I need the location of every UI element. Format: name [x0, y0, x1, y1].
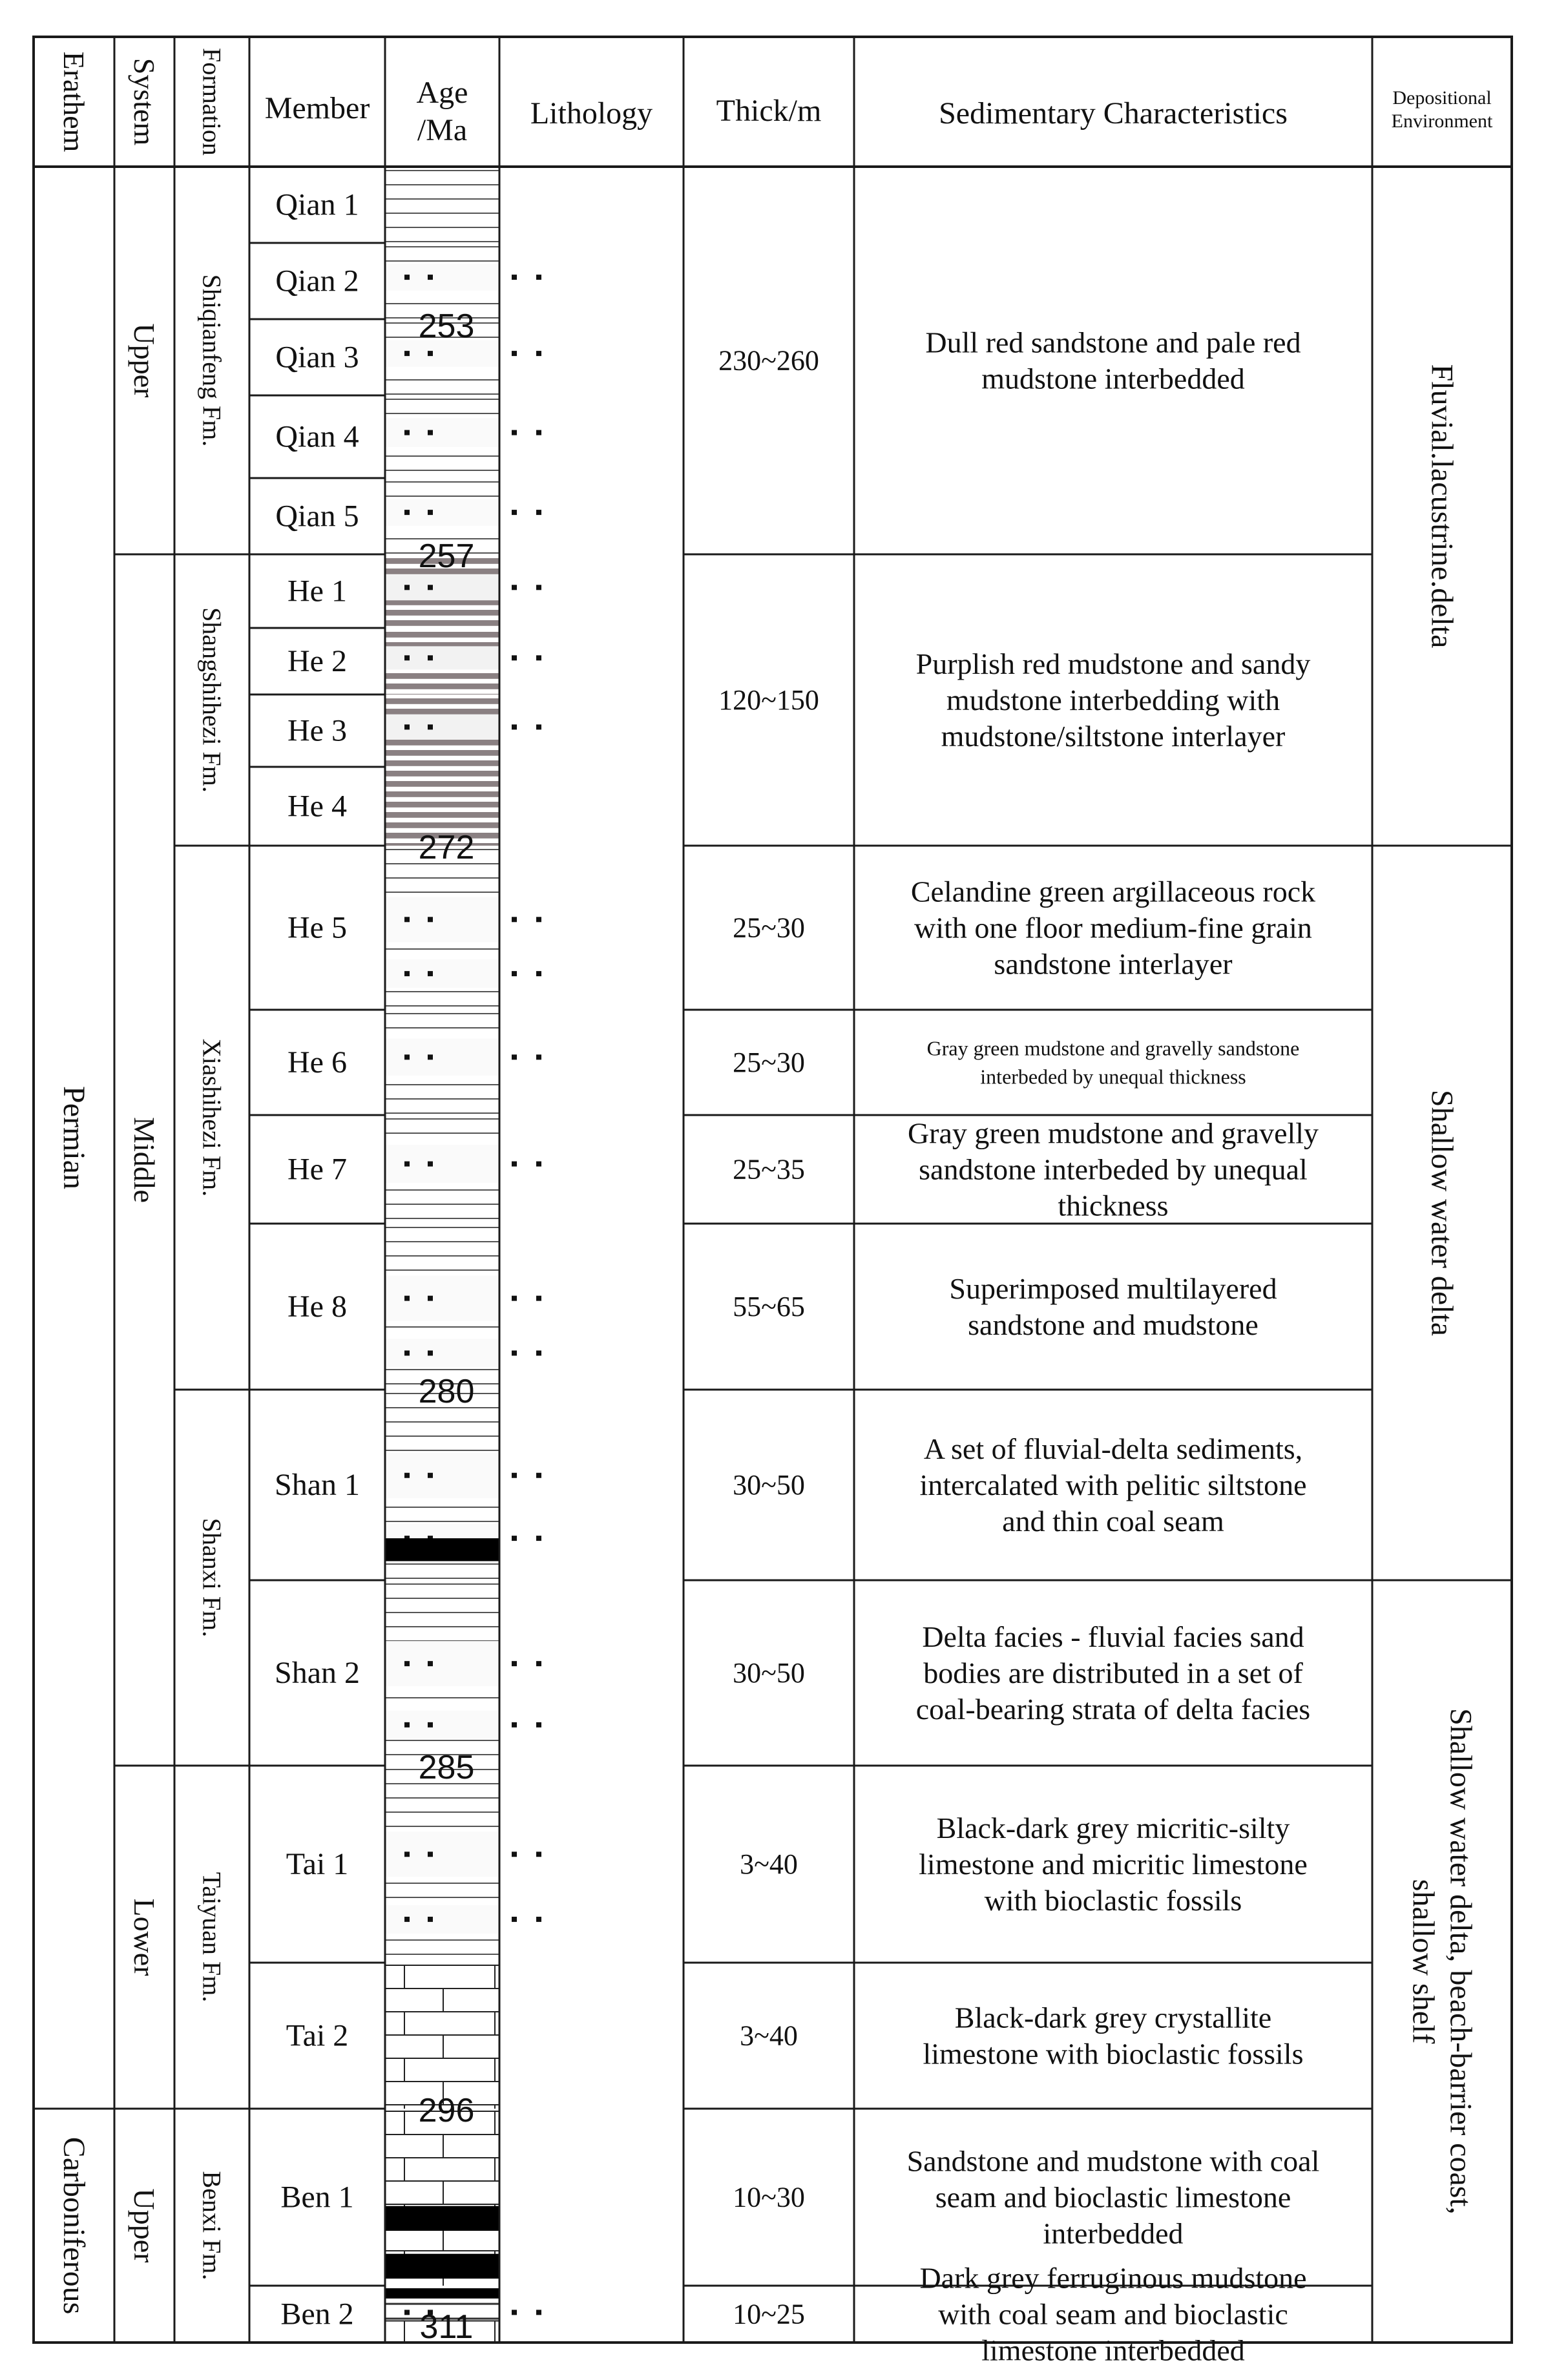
sand-grain-dot [536, 1852, 541, 1857]
characteristics-text: Gray green mudstone and gravelly [907, 1116, 1319, 1150]
sand-grain-dot [404, 1350, 410, 1355]
sand-grain-dot [404, 1917, 410, 1922]
sand-grain-dot [428, 1162, 433, 1167]
member-label: He 4 [287, 789, 347, 824]
characteristics-text: mudstone interbedded [981, 362, 1245, 395]
thickness-label: 55~65 [733, 1291, 805, 1322]
coal-seam [385, 2254, 499, 2279]
environment-label: Fluvial.lacustrine.delta [1425, 364, 1459, 649]
age-label: 285 [418, 1749, 475, 1786]
member-label: Ben 1 [280, 2180, 354, 2215]
system-label: Upper [128, 2188, 161, 2263]
formation-label: Taiyuan Fm. [197, 1872, 227, 2003]
characteristics-text: limestone with bioclastic fossils [923, 2037, 1304, 2071]
age-label: 257 [418, 538, 475, 575]
sand-grain-dot [428, 917, 433, 922]
age-label: 311 [419, 2308, 474, 2346]
sand-grain-dot [512, 724, 517, 729]
formation-label: Shangshihezi Fm. [197, 607, 227, 793]
characteristics-text: mudstone/siltstone interlayer [941, 720, 1286, 753]
thickness-label: 10~25 [733, 2298, 805, 2330]
sandstone-bed [385, 1039, 499, 1076]
sand-grain-dot [512, 1536, 517, 1541]
red-mudstone-lamina [385, 600, 499, 605]
system-label: Middle [128, 1117, 161, 1203]
member-label: Qian 1 [275, 187, 359, 222]
sandstone-bed [385, 715, 499, 740]
formation-label: Shiqianfeng Fm. [197, 274, 227, 447]
sand-grain-dot [536, 971, 541, 976]
sand-grain-dot [428, 1852, 433, 1857]
header-characteristics: Sedimentary Characteristics [939, 96, 1288, 130]
sand-grain-dot [512, 351, 517, 356]
characteristics-text: and thin coal seam [1002, 1505, 1224, 1538]
sandstone-bed [385, 1339, 499, 1367]
sand-grain-dot [404, 1162, 410, 1167]
coal-seam [385, 2206, 499, 2231]
sand-grain-dot [512, 510, 517, 515]
system-label: Lower [128, 1898, 161, 1976]
sand-grain-dot [512, 585, 517, 590]
sand-grain-dot [536, 1722, 541, 1728]
thickness-label: 30~50 [733, 1469, 805, 1501]
sand-grain-dot [512, 1722, 517, 1728]
sand-grain-dot [536, 1054, 541, 1060]
thickness-label: 10~30 [733, 2181, 805, 2213]
sand-grain-dot [404, 724, 410, 729]
member-label: Shan 1 [275, 1468, 360, 1502]
characteristics-text: Dull red sandstone and pale red [925, 326, 1301, 359]
header-age: Age [416, 76, 468, 110]
red-mudstone-lamina [385, 709, 499, 715]
member-label: He 2 [287, 644, 347, 678]
sand-grain-dot [404, 1054, 410, 1060]
sandstone-bed [385, 1832, 499, 1877]
red-mudstone-lamina [385, 632, 499, 638]
sand-grain-dot [512, 1917, 517, 1922]
sand-grain-dot [428, 724, 433, 729]
sandstone-bed [385, 574, 499, 600]
red-mudstone-lamina [385, 620, 499, 626]
sand-grain-dot [404, 1296, 410, 1301]
member-label: Ben 2 [280, 2297, 354, 2332]
characteristics-text: thickness [1058, 1189, 1169, 1222]
sand-grain-dot [536, 655, 541, 660]
sand-grain-dot [428, 275, 433, 280]
sand-grain-dot [536, 917, 541, 922]
thickness-label: 25~30 [733, 912, 805, 944]
coal-seam [385, 1538, 499, 1561]
sand-grain-dot [512, 1661, 517, 1666]
formation-label: Shanxi Fm. [197, 1518, 227, 1638]
sand-grain-dot [404, 1852, 410, 1857]
member-label: He 6 [287, 1045, 347, 1080]
age-label: 272 [418, 829, 475, 866]
header-thick: Thick/m [716, 94, 822, 128]
environment-label: shallow shelf [1406, 1879, 1441, 2044]
sand-grain-dot [536, 510, 541, 515]
formation-label: Benxi Fm. [197, 2171, 227, 2281]
member-label: He 1 [287, 574, 347, 609]
header-formation: Formation [197, 48, 227, 156]
sand-grain-dot [536, 2310, 541, 2315]
header-environment: Environment [1391, 110, 1493, 132]
red-mudstone-lamina [385, 802, 499, 808]
characteristics-text: with one floor medium-fine grain [914, 911, 1312, 945]
sandstone-bed [385, 1905, 499, 1934]
sand-grain-dot [404, 917, 410, 922]
header-erathem: Erathem [57, 51, 90, 152]
sand-grain-dot [512, 275, 517, 280]
environment-label: Shallow water delta, beach-barrier coast, [1443, 1708, 1478, 2215]
red-mudstone-lamina [385, 684, 499, 689]
erathem-label: Permian [57, 1086, 91, 1189]
sand-grain-dot [404, 971, 410, 976]
sand-grain-dot [404, 430, 410, 435]
characteristics-text: Delta facies - fluvial facies sand [922, 1620, 1304, 1653]
characteristics-text: Sandstone and mudstone with coal [906, 2144, 1320, 2178]
sand-grain-dot [512, 1162, 517, 1167]
red-mudstone-lamina [385, 740, 499, 746]
characteristics-text: interbedded [1043, 2217, 1184, 2250]
sandstone-bed [385, 1145, 499, 1183]
characteristics-text: Purplish red mudstone and sandy [915, 647, 1311, 680]
sand-grain-dot [428, 971, 433, 976]
sand-grain-dot [512, 917, 517, 922]
characteristics-text: Dark grey ferruginous mudstone [919, 2261, 1307, 2295]
age-label: 280 [418, 1373, 475, 1410]
sand-grain-dot [428, 1296, 433, 1301]
litho-member-qian-1 [385, 167, 499, 243]
thickness-label: 230~260 [718, 344, 819, 377]
characteristics-text: sandstone and mudstone [968, 1308, 1259, 1341]
member-label: He 5 [287, 910, 347, 945]
thickness-label: 25~30 [733, 1047, 805, 1078]
sand-grain-dot [536, 1661, 541, 1666]
erathem-label: Carboniferous [57, 2136, 91, 2315]
sand-grain-dot [404, 2310, 410, 2315]
sand-grain-dot [512, 1296, 517, 1301]
characteristics-text: Celandine green argillaceous rock [910, 875, 1316, 908]
sand-grain-dot [404, 585, 410, 590]
age-label: 296 [418, 2092, 475, 2129]
sand-grain-dot [512, 1350, 517, 1355]
header-age-unit: /Ma [417, 113, 468, 147]
sandstone-bed [385, 1276, 499, 1321]
sand-grain-dot [428, 1054, 433, 1060]
member-label: He 3 [287, 713, 347, 748]
sand-grain-dot [536, 1473, 541, 1478]
sandstone-bed [385, 264, 499, 290]
header-system: System [128, 57, 161, 146]
member-label: Qian 5 [275, 499, 359, 534]
age-label: 253 [418, 308, 475, 345]
red-mudstone-lamina [385, 822, 499, 828]
characteristics-text: with bioclastic fossils [984, 1884, 1242, 1917]
sand-grain-dot [428, 1917, 433, 1922]
red-mudstone-lamina [385, 771, 499, 777]
sandstone-bed [385, 1453, 499, 1498]
sandstone-bed [385, 897, 499, 942]
characteristics-text: intercalated with pelitic siltstone [919, 1468, 1307, 1501]
member-label: Qian 4 [275, 419, 359, 454]
member-label: Shan 2 [275, 1656, 360, 1690]
sand-grain-dot [512, 1054, 517, 1060]
red-mudstone-lamina [385, 812, 499, 818]
characteristics-text: bodies are distributed in a set of [923, 1656, 1303, 1689]
red-mudstone-lamina [385, 781, 499, 787]
red-mudstone-lamina [385, 698, 499, 704]
thickness-label: 25~35 [733, 1153, 805, 1185]
member-label: Tai 1 [286, 1847, 349, 1881]
sand-grain-dot [428, 1722, 433, 1728]
sand-grain-dot [536, 724, 541, 729]
sandstone-bed [385, 1711, 499, 1739]
sand-grain-dot [428, 655, 433, 660]
sandstone-bed [385, 499, 499, 525]
sand-grain-dot [536, 1162, 541, 1167]
sand-grain-dot [428, 510, 433, 515]
sand-grain-dot [512, 1473, 517, 1478]
red-mudstone-lamina [385, 610, 499, 616]
member-label: He 8 [287, 1289, 347, 1324]
thickness-label: 30~50 [733, 1657, 805, 1689]
sand-grain-dot [404, 275, 410, 280]
characteristics-text: seam and bioclastic limestone [935, 2180, 1291, 2214]
environment-label: Shallow water delta [1425, 1089, 1459, 1337]
sand-grain-dot [428, 1350, 433, 1355]
red-mudstone-lamina [385, 760, 499, 766]
characteristics-text: sandstone interbeded by unequal [919, 1153, 1308, 1186]
characteristics-text: interbeded by unequal thickness [980, 1065, 1246, 1089]
sand-grain-dot [512, 971, 517, 976]
member-label: Qian 3 [275, 340, 359, 375]
sand-grain-dot [428, 1661, 433, 1666]
member-label: Qian 2 [275, 264, 359, 298]
system-label: Upper [128, 323, 161, 398]
sand-grain-dot [404, 1473, 410, 1478]
formation-label: Xiashihezi Fm. [197, 1038, 227, 1197]
sand-grain-dot [512, 1852, 517, 1857]
characteristics-text: Black-dark grey crystallite [954, 2001, 1272, 2034]
thickness-label: 3~40 [740, 2020, 798, 2052]
sand-grain-dot [536, 430, 541, 435]
sand-grain-dot [536, 1296, 541, 1301]
sand-grain-dot [536, 351, 541, 356]
sandstone-bed [385, 418, 499, 447]
sand-grain-dot [536, 1536, 541, 1541]
characteristics-text: Black-dark grey micritic-silty [936, 1811, 1290, 1844]
thickness-label: 3~40 [740, 1848, 798, 1880]
sand-grain-dot [404, 1661, 410, 1666]
sand-grain-dot [512, 2310, 517, 2315]
sand-grain-dot [536, 275, 541, 280]
coal-seam [385, 2288, 499, 2299]
header-lithology: Lithology [530, 96, 653, 130]
sand-grain-dot [428, 351, 433, 356]
characteristics-text: Gray green mudstone and gravelly sandstone [926, 1036, 1300, 1060]
thickness-label: 120~150 [718, 684, 819, 716]
sandstone-bed [385, 646, 499, 669]
characteristics-text: Superimposed multilayered [949, 1272, 1277, 1305]
sand-grain-dot [404, 351, 410, 356]
sand-grain-dot [428, 585, 433, 590]
sand-grain-dot [536, 585, 541, 590]
red-mudstone-lamina [385, 750, 499, 756]
sand-grain-dot [428, 430, 433, 435]
sand-grain-dot [512, 430, 517, 435]
sand-grain-dot [512, 655, 517, 660]
header-member: Member [264, 91, 370, 125]
characteristics-text: limestone and micritic limestone [919, 1848, 1308, 1881]
sand-grain-dot [404, 1722, 410, 1728]
characteristics-text: sandstone interlayer [994, 947, 1233, 981]
sand-grain-dot [536, 1350, 541, 1355]
characteristics-text: limestone interbedded [981, 2333, 1245, 2367]
characteristics-text: with coal seam and bioclastic [938, 2297, 1288, 2331]
sand-grain-dot [404, 655, 410, 660]
characteristics-text: coal-bearing strata of delta facies [915, 1693, 1311, 1726]
header-environment: Depositional [1392, 87, 1492, 109]
characteristics-text: A set of fluvial-delta sediments, [923, 1432, 1303, 1465]
red-mudstone-lamina [385, 791, 499, 797]
sandstone-bed [385, 959, 499, 988]
sandstone-bed [385, 1641, 499, 1686]
sand-grain-dot [536, 1917, 541, 1922]
red-mudstone-lamina [385, 673, 499, 679]
sand-grain-dot [428, 1473, 433, 1478]
characteristics-text: mudstone interbedding with [946, 684, 1280, 716]
member-label: He 7 [287, 1152, 347, 1187]
sand-grain-dot [404, 510, 410, 515]
member-label: Tai 2 [286, 2018, 349, 2053]
